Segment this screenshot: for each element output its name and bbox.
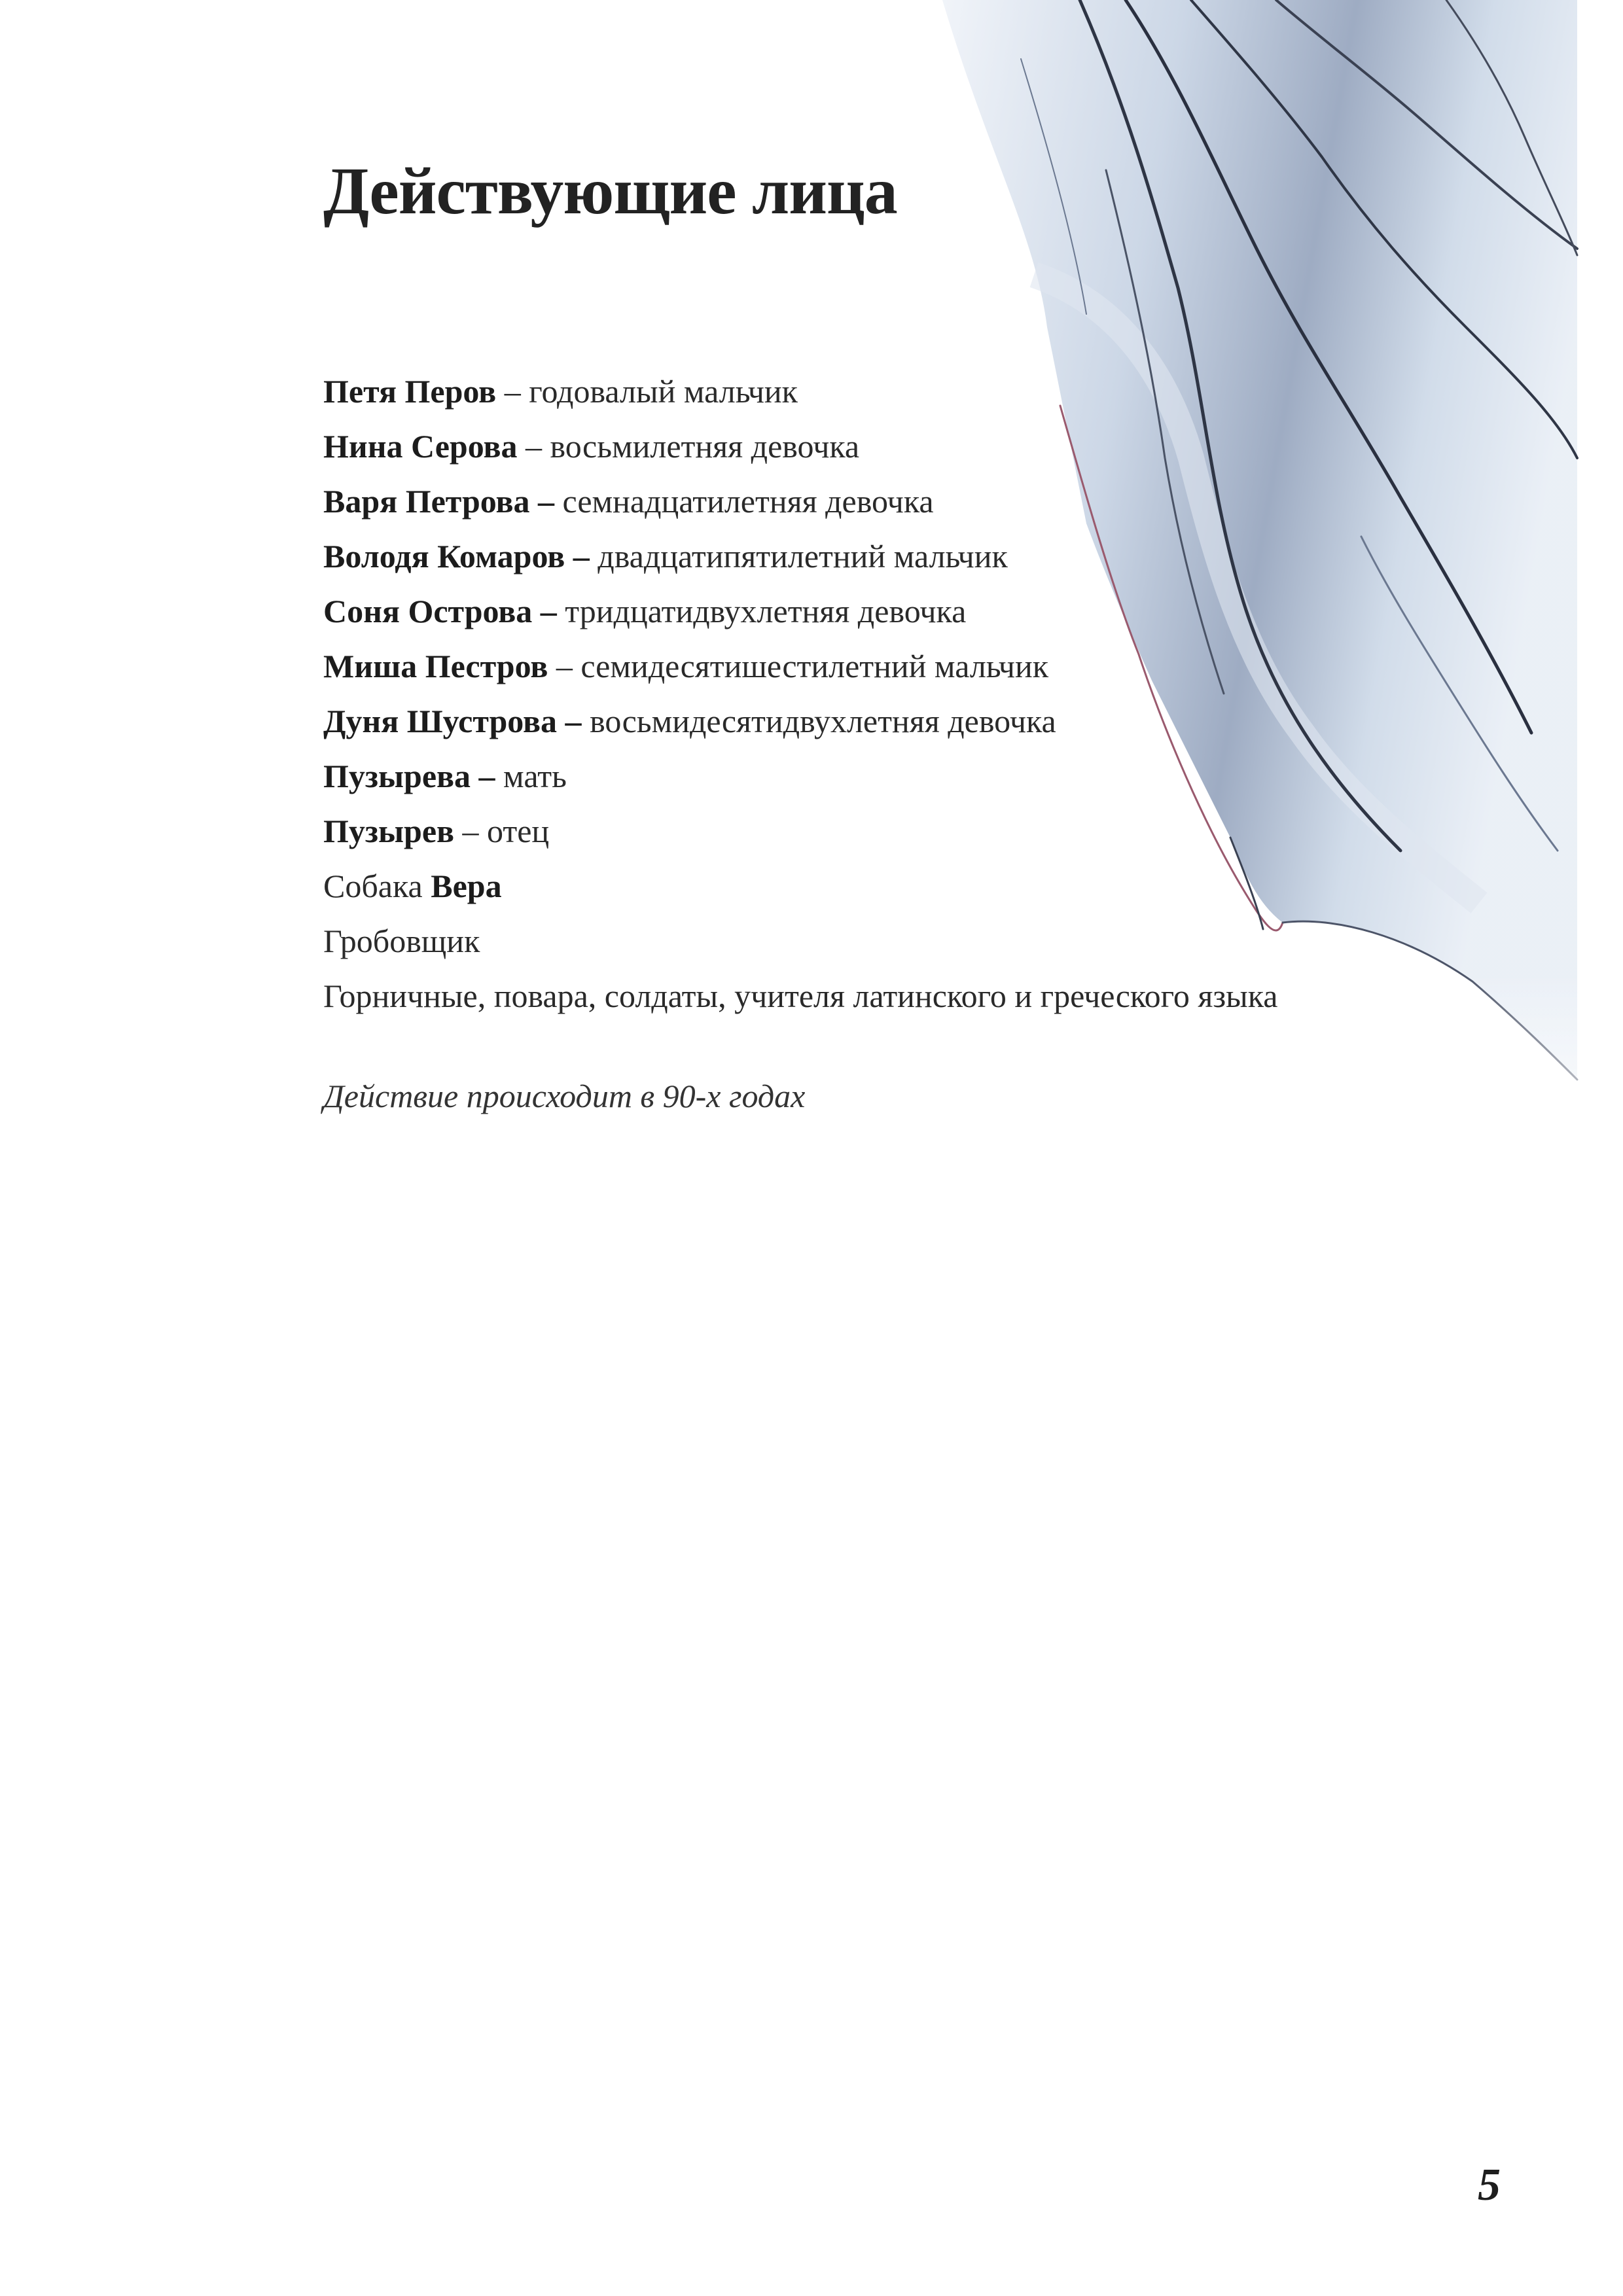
character-role: двадцатипятилетний мальчик: [597, 538, 1008, 574]
list-item: [323, 474, 1277, 529]
list-item: [323, 694, 1277, 749]
extras: Горничные, повара, солдаты, учителя латинского и греческого языка: [323, 978, 1278, 1014]
character-name: Нина Серова: [323, 428, 518, 465]
character-role: семидесятишестилетний мальчик: [580, 648, 1048, 684]
character-name: Володя Комаров –: [323, 538, 590, 574]
character-role: годовалый мальчик: [529, 373, 798, 410]
character-name: Пузырева –: [323, 758, 495, 794]
page-title: Действующие лица: [323, 154, 897, 228]
character-name: Миша Пестров: [323, 648, 548, 684]
character-name: Варя Петрова –: [323, 483, 555, 520]
dog-prefix: Собака: [323, 868, 423, 904]
list-item: Пузырев – отец: [323, 813, 550, 849]
character-role: восьмилетняя девочка: [550, 428, 860, 465]
character-role: отец: [487, 813, 550, 849]
character-name: Пузырев: [323, 813, 455, 849]
character-role: восьмидесятидвухлетняя девочка: [590, 703, 1056, 739]
dog-name: Вера: [431, 868, 502, 904]
list-item: [323, 968, 1277, 1023]
undertaker: Гробовщик: [323, 923, 480, 959]
list-item: [323, 913, 1277, 968]
character-name: Дуня Шустрова –: [323, 703, 582, 739]
list-item: [323, 858, 1277, 913]
list-item: [323, 584, 1277, 639]
page-number: 5: [1478, 2160, 1501, 2210]
list-item: Петя Перов – годовалый мальчик: [323, 373, 798, 410]
character-role: мать: [503, 758, 567, 794]
character-role: семнадцатилетняя девочка: [562, 483, 934, 520]
list-item: Нина Серова – восьмилетняя девочка: [323, 428, 860, 465]
setting-note: Действие происходит в 90-х годах: [323, 1078, 806, 1114]
character-name: Соня Острова –: [323, 593, 557, 629]
list-item: Миша Пестров – семидесятишестилетний мальчик: [323, 648, 1048, 684]
list-item: [323, 529, 1277, 584]
list-item: [323, 749, 1277, 804]
character-role: тридцатидвухлетняя девочка: [565, 593, 967, 629]
character-name: Петя Перов: [323, 373, 497, 410]
cast-list: [323, 364, 1277, 1023]
